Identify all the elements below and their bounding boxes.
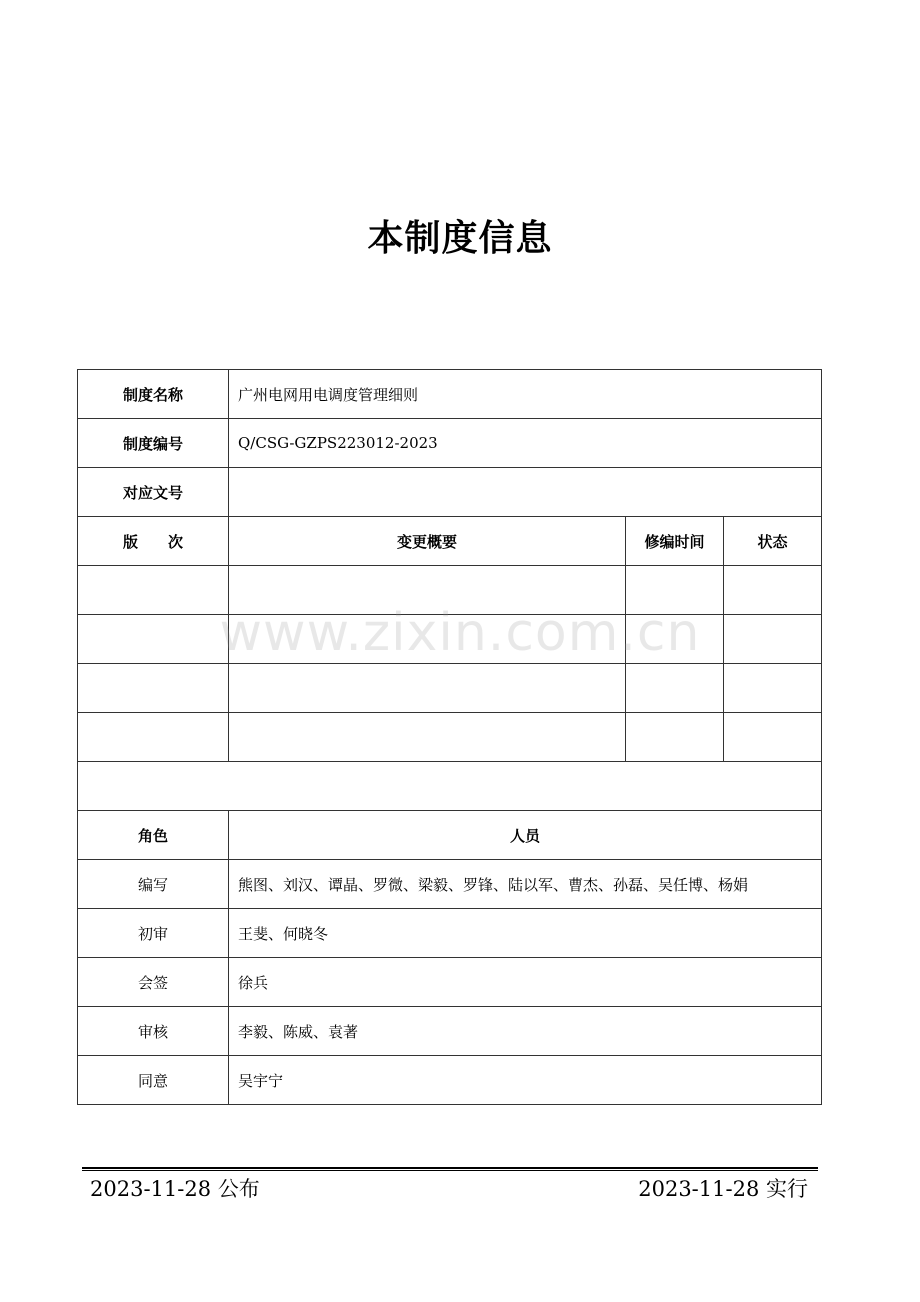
role-people: 吴宇宁 — [229, 1056, 822, 1105]
role-row — [78, 1056, 822, 1105]
role-label: 同意 — [78, 1056, 229, 1105]
role-people: 李毅、陈威、袁著 — [229, 1007, 822, 1056]
status-header: 状态 — [724, 517, 822, 566]
role-row — [78, 1007, 822, 1056]
spacer-cell — [78, 762, 822, 811]
roles-header-row — [78, 811, 822, 860]
version-header: 版 次 — [78, 517, 229, 566]
role-label: 初审 — [78, 909, 229, 958]
footer-rule — [82, 1167, 818, 1169]
cell — [724, 713, 822, 762]
cell — [78, 664, 229, 713]
cell — [626, 713, 724, 762]
code-row — [78, 419, 822, 468]
name-value: 广州电网用电调度管理细则 — [229, 370, 822, 419]
role-people: 徐兵 — [229, 958, 822, 1007]
name-label: 制度名称 — [78, 370, 229, 419]
publish-date: 2023-11-28 公布 — [90, 1177, 260, 1201]
cell — [229, 713, 626, 762]
cell — [229, 566, 626, 615]
code-label: 制度编号 — [78, 419, 229, 468]
cell — [724, 566, 822, 615]
role-label: 审核 — [78, 1007, 229, 1056]
role-row — [78, 958, 822, 1007]
cell — [724, 615, 822, 664]
people-header: 人员 — [229, 811, 822, 860]
role-label: 会签 — [78, 958, 229, 1007]
role-people: 熊图、刘汉、谭晶、罗微、梁毅、罗锋、陆以军、曹杰、孙磊、吴任博、杨娟 — [229, 860, 822, 909]
effective-date: 2023-11-28 实行 — [638, 1177, 808, 1201]
footer-rule-thin — [82, 1170, 818, 1171]
doc-label: 对应文号 — [78, 468, 229, 517]
code-value: Q/CSG-GZPS223012-2023 — [229, 419, 822, 468]
cell — [626, 566, 724, 615]
role-people: 王斐、何晓冬 — [229, 909, 822, 958]
cell — [78, 713, 229, 762]
doc-value — [229, 468, 822, 517]
version-row — [78, 713, 822, 762]
watermark: www.zixin.com.cn — [219, 603, 701, 663]
cell — [78, 566, 229, 615]
cell — [626, 615, 724, 664]
cell — [229, 615, 626, 664]
date-header: 修编时间 — [626, 517, 724, 566]
info-table — [77, 369, 822, 1105]
role-row — [78, 860, 822, 909]
cell — [78, 615, 229, 664]
doc-row — [78, 468, 822, 517]
cell — [724, 664, 822, 713]
spacer-row — [78, 762, 822, 811]
cell — [626, 664, 724, 713]
role-label: 编写 — [78, 860, 229, 909]
role-header: 角色 — [78, 811, 229, 860]
role-row — [78, 909, 822, 958]
version-row — [78, 664, 822, 713]
summary-header: 变更概要 — [229, 517, 626, 566]
cell — [229, 664, 626, 713]
version-header-row — [78, 517, 822, 566]
name-row — [78, 370, 822, 419]
version-row — [78, 615, 822, 664]
version-row — [78, 566, 822, 615]
page-title: 本制度信息 — [367, 218, 553, 259]
